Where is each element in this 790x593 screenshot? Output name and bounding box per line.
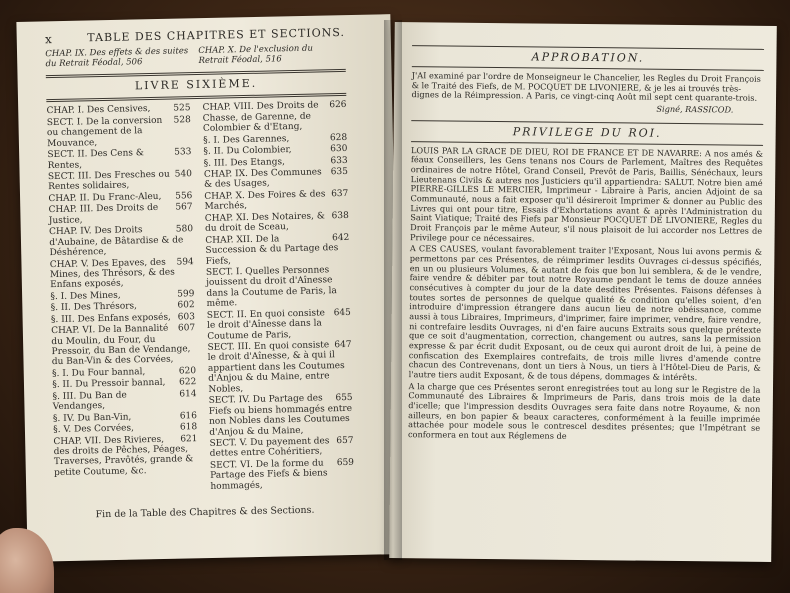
privilege-body (408, 146, 763, 444)
privilege-paragraph: LOUIS PAR LA GRACE DE DIEU, ROI DE FRANCE ET DE NAVARRE: A nos amés & féaux Conseillers, les Gens tenans nos Cours de Parlement, Maîtres des Requêtes ordinaires de notre Hôtel, Grand Conseil, Prevôt de Paris, Baillis, Sénéchaux, leurs Lieutenans Civils & autres nos Justiciers qu'il appartiendra: SALUT. Notre bien amé PIERRE-GILLES LE MERCIER, Imprimeur - Libraire à Paris, ancien Adjoint de sa Communauté, nous a fait exposer qu'il désireroit Imprimer & donner au Public des Livres qui ont pour titre, Essais d'Exhortations avant & après l'Administration du Saint Viatique; Traité des Fiefs par Monsieur POCQUET DE LIVONIERE, Regles du Droit François par le même Auteur, s'il nous plaisoit de lui accorder nos Lettres de Privilege pour ce nécessaires. (410, 144, 764, 244)
rule (412, 45, 764, 50)
toc-entry-text: §. II. Des Thrésors, (50, 301, 138, 314)
toc-entry-text: CHAP. V. Des Epaves, des Mines, des Thrésors, & des Enfans exposés, (49, 257, 175, 291)
book-gutter (384, 20, 402, 560)
toc-entry-text: SECT. I. Quelles Personnes jouissent du droit d'Aînesse dans la Coutume de Paris, la même. (205, 265, 337, 310)
toc-entry (207, 340, 352, 395)
continued-entry: CHAP. X. De l'exclusion du Retrait Féodal, 516 (198, 43, 313, 66)
privilege-title: PRIVILEGE DU ROI. (512, 124, 662, 140)
toc-entry (52, 389, 196, 413)
toc-entry (47, 115, 192, 149)
toc-entry-page: 616 (179, 410, 198, 422)
toc-entry-text: §. II. Du Pressoir bannal, (52, 378, 166, 391)
running-head-title: TABLE DES CHAPITRES ET SECTIONS. (87, 25, 346, 45)
toc-entry-text: CHAP. I. Des Censives, (46, 104, 151, 117)
toc-entry (206, 265, 351, 310)
toc-entry-page: 633 (330, 155, 348, 166)
table-end-note: Fin de la Table des Chapitres & des Sections. (95, 504, 315, 521)
toc-entry-text: CHAP. IV. Des Droits d'Aubaine, de Bâtardise & de Déshérence, (48, 225, 184, 259)
toc-entry-text: §. I. Des Mines, (50, 290, 121, 302)
section-title: LIVRE SIXIÈME. (134, 76, 258, 92)
toc-entry-text: §. I. Des Garennes, (203, 133, 290, 146)
toc-entry-page: 657 (336, 435, 354, 447)
right-page-content (408, 42, 764, 445)
privilege-paragraph: A CES CAUSES, voulant favorablement traiter l'Exposant, Nous lui avons permis & permettons par ces Présentes, de réimprimer lesdits Ouvrages ci-dessus spécifiés, en un ou plusieurs Volumes, & autant de fois que bon lui semblera, & de le vendre, faire vendre & débiter par tout notre Royaume pendant le tems de douze années consécutives à compter du jour de la date desdites Présentes. Faisons défenses à toutes sortes de personnes de quelque qualité & condition qu'elles soient, d'en introduire d'impression étrangere dans aucun lieu de notre obéissance, comme aussi à tous Libraires, Imprimeurs, d'imprimer, faire imprimer, vendre, faire vendre, ni contrefaire lesdits Ouvrages, ni d'en faire aucuns Extraits sous quelque prétexte que ce soit d'augmentation, correction, changement ou autres, sans la permission expresse & par écrit dudit Exposant, ou de ceux qui auront droit de lui, à peine de confiscation des Exemplaires contrefaits, de trois mille livres d'amende contre chacun des Contrevenans, dont un tiers à Nous, un tiers à l'Hôtel-Dieu de Paris, & l'autre tiers audit Exposant, & de tous dépens, dommages & intérêts. (408, 243, 762, 383)
toc-entry (51, 323, 196, 368)
toc-entry-page: 630 (330, 144, 348, 155)
toc-entry (205, 211, 349, 235)
toc-entry (49, 224, 194, 258)
toc-entry-text: §. I. Du Four bannal, (51, 367, 146, 379)
toc-entry (53, 434, 198, 479)
toc-entry-text: CHAP. X. Des Foires & des Marchés, (204, 189, 326, 213)
toc-entry-text: CHAP. XII. De la Succession & du Partage des Fiefs, (205, 233, 339, 267)
toc-entry-page: 540 (174, 169, 193, 180)
toc-entry (209, 393, 354, 438)
toc-entry-page: 637 (331, 188, 349, 200)
toc-entry-page: 599 (177, 288, 195, 300)
toc-entry (49, 202, 193, 226)
toc-entry-text: §. III. Des Etangs, (203, 156, 286, 169)
toc-entry-text: §. IV. Du Ban-Vin, (52, 412, 132, 424)
toc-entry-page: 525 (173, 103, 191, 114)
toc-entry (204, 167, 348, 191)
toc-entry-page: 647 (334, 339, 352, 351)
toc-entry-text: CHAP. II. Du Franc-Aleu, (48, 191, 162, 205)
toc-entry-page: 533 (174, 147, 192, 158)
toc-entry-page: 635 (330, 166, 348, 178)
toc-entry-text: CHAP. VIII. Des Droits de Chasse, de Garenne, de Colombier & d'Etang, (202, 100, 319, 135)
toc-entry-text: SECT. II. En quoi consiste le droit d'Aînesse dans la Coutume de Paris, (206, 308, 326, 342)
toc-entry-text: SECT. III. En quoi consiste le droit d'Aînesse, & à qui il appartient dans les Coutumes d'Anjou & du Maine, entre Nobles, (207, 340, 345, 395)
toc-entry-text: CHAP. III. Des Droits de Justice, (48, 203, 159, 226)
toc-entry-page: 614 (179, 388, 197, 400)
toc-entry (209, 436, 353, 460)
toc-entry-text: SECT. VI. De la forme du Partage des Fiefs & biens hommagés, (209, 458, 328, 492)
continued-entries (45, 44, 345, 70)
continued-entry: CHAP. IX. Des effets & des suites du Retrait Féodal, 506 (45, 46, 189, 69)
toc-column-right (202, 100, 354, 493)
toc-entry-text: SECT. III. Des Fresches ou Rentes solidaires, (47, 169, 170, 193)
approbation-signature: Signé, RASSICOD. (656, 103, 734, 115)
toc-entry-page: 628 (329, 132, 348, 143)
toc-entry-text: §. III. Du Ban de Vendanges, (52, 390, 127, 413)
toc-entry-text: SECT. IV. Du Partage des Fiefs ou biens hommagés entre non Nobles dans les Coutumes d'Anjou & du Maine, (208, 393, 353, 438)
toc-entry (210, 458, 355, 492)
page-marker: x (44, 32, 53, 47)
toc-entry (47, 147, 191, 171)
toc-entry-page: 528 (173, 114, 191, 126)
toc-entry-text: CHAP. VI. De la Bannalité du Moulin, du Four, du Pressoir, du Ban de Vendange, du Ban-Vin & des Corvées, (51, 323, 191, 368)
toc-entry-page: 645 (333, 307, 351, 318)
toc-entry-page: 567 (175, 202, 193, 213)
toc-entry-page: 618 (179, 422, 198, 433)
approbation-text: J'AI examiné par l'ordre de Monseigneur le Chancelier, les Regles du Droit François & le Traité des Fiefs, de M. POCQUET DE LIVONIERE, & je les ai trouvés très-dignes de la Réimpression. A Paris, ce vingt-cinq Août mil sept cent quarante-trois. (411, 70, 761, 104)
toc-entry-page: 626 (329, 100, 347, 111)
toc-entry (205, 232, 350, 266)
toc-entry-page: 602 (177, 300, 195, 311)
privilege-paragraph: A la charge que ces Présentes seront enregistrées tout au long sur le Registre de la Communauté des Libraires & Imprimeurs de Paris, dans trois mois de la date d'icelle; que l'impression desdits Ouvrages sera faite dans notre Royaume, & non ailleurs, en bon papier & beaux caracteres, conformément à la feuille imprimée attachée pour modele sous le contrescel desdites présentes; que l'Impétrant se conformera en tout aux Réglemens de (407, 380, 761, 441)
toc-entry-page: 642 (331, 232, 350, 243)
toc-column-left (46, 104, 198, 497)
toc-entry-page: 607 (177, 323, 196, 334)
toc-entry-text: CHAP. IX. Des Communes & des Usages, (203, 167, 322, 191)
approbation-title: APPROBATION. (531, 50, 645, 65)
toc-entry-text: §. V. Des Corvées, (53, 423, 135, 436)
toc-entry-page: 556 (175, 191, 193, 202)
toc-entry-page: 638 (331, 210, 349, 221)
toc-entry-page: 620 (178, 365, 197, 377)
left-page-content (45, 27, 355, 521)
toc-entry (202, 100, 347, 134)
toc-entry-text: SECT. II. Des Cens & Rentes, (47, 148, 144, 171)
toc-entry-page: 621 (180, 433, 198, 444)
toc-entry (50, 257, 195, 291)
toc-entry-page: 603 (177, 311, 195, 323)
toc-entry-page: 655 (335, 393, 353, 404)
toc-entry-page: 659 (336, 457, 355, 468)
toc-entry-page: 622 (178, 377, 197, 388)
toc-entry (48, 169, 192, 193)
toc-entry-text: CHAP. VII. Des Rivieres, des droits de Pêches, Péages, Traverses, Pravôtés, grande & petite Coutume, &c. (53, 434, 194, 478)
rule (411, 120, 763, 125)
toc-entry-page: 580 (175, 224, 194, 235)
toc-entry-text: SECT. I. De la conversion ou changement de la Mouvance, (46, 115, 163, 149)
toc-columns (46, 100, 354, 496)
toc-entry-page: 594 (176, 256, 194, 267)
toc-entry (204, 189, 348, 213)
toc-entry-text: §. II. Du Colombier, (203, 145, 292, 158)
toc-entry (207, 308, 352, 342)
toc-entry-text: SECT. V. Du payement des dettes entre Cohéritiers, (209, 436, 330, 460)
toc-entry-text: CHAP. XI. Des Notaires, & du droit de Sceau, (204, 211, 325, 235)
toc-entry-text: §. III. Des Enfans exposés, (50, 312, 171, 325)
